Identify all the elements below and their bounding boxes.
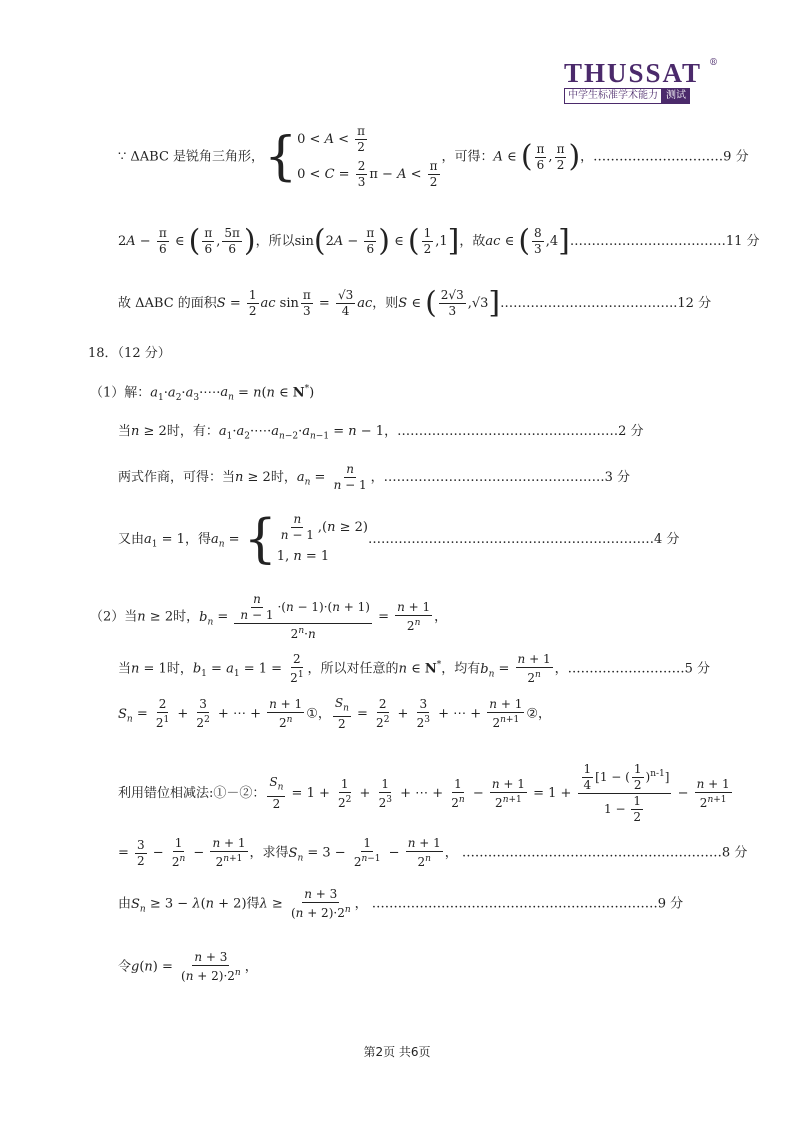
line-lambda: 由$S_n \ge 3 - \lambda(n + 2)$得λ ≥ $\frac{n + 3}{(n + 2)\cdot 2^n}$ ， …………………………………………………………9 分 xyxy=(118,887,684,920)
text: ①， xyxy=(306,706,331,722)
text: ，所以 xyxy=(255,234,295,249)
text: 令 xyxy=(118,959,132,975)
text: ，均有 xyxy=(441,661,481,677)
text: 时，有： xyxy=(166,424,219,439)
line-sn: $S_n$ = $\frac{2}{2^1}$ + $\frac{3}{2^2}$ + ⋯ + $\frac{n + 1}{2^n}$ ①， $\frac{S_n}{2}$ = $\frac{2}{2^2}$ + $\frac{3}{2^3}$ + ⋯ + $\frac{n + 1}{2^{n+1}}$ ②， xyxy=(118,696,552,732)
line-n2: 当n ≥ 2时，有：$a_1\cdot a_2\cdot\cdots\cdot a_{n-2}\cdot a_{n-1} = n - 1$，……………………………………………2 分 xyxy=(118,424,644,442)
dots: ，……………………………………………2 分 xyxy=(384,424,644,439)
text: 由 xyxy=(118,896,132,912)
logo-word: THUSSAT xyxy=(564,58,703,88)
logo-tagline-b: 测试 xyxy=(662,88,690,104)
line-gn: 令g(n) = $\frac{n + 3}{(n + 2)\cdot 2^n}$ ， xyxy=(118,950,258,983)
text: 时， xyxy=(166,661,193,677)
dots: ， ……………………………………………………8 分 xyxy=(444,845,748,861)
text: 利用错位相减法:①－②： xyxy=(118,786,266,801)
dots: ，……………………………………………3 分 xyxy=(370,470,631,485)
text: 时， xyxy=(173,609,200,625)
dots: ， …………………………………………………………9 分 xyxy=(354,896,684,912)
text: 时， xyxy=(270,470,297,485)
text: （1）解： xyxy=(90,385,151,401)
text: ，得 xyxy=(184,532,211,547)
line-part1: （1）解：$a_1\cdot a_2\cdot a_3\cdot\cdots\cdot a_n = n(n$ ∈ N*) xyxy=(90,384,315,403)
text: ，可得： xyxy=(441,149,494,165)
line-subtract: 利用错位相减法:①－②： $\frac{S_n}{2}$ = 1 + $\frac{1}{2^2}$ + $\frac{1}{2^3}$ + ⋯ + $\frac{1}{2^n}$ − $\frac{n + 1}{2^{n+1}}$ = 1 + $\frac{1}{4}$ [1 − ( $\frac{1}{2}$ )$^{n-1}$] 1 − $\frac{1}{2}$ − $\frac{n + 1}{2^{n+1}}$ xyxy=(118,762,730,824)
line-range: 2A − $\frac{\pi}{6}$ ∈ ( $\frac{\pi}{6}$ , $\frac{5\pi}{6}$ )，所以sin(2A − $\frac{\pi}{6}$ ) ∈ ( $\frac{1}{2}$ ,1]，故ac ∈ ( $\frac{8}{3}$ ,4]………………………………11 分 xyxy=(118,223,760,259)
text: （2）当 xyxy=(90,609,138,625)
dots: …………………………………………………………4 分 xyxy=(367,532,680,547)
line-result: = $\frac{3}{2}$ − $\frac{1}{2^n}$ − $\frac{n + 1}{2^{n+1}}$ ，求得$S_n = 3$ − $\frac{1}{2^{n-1}}$ − $\frac{n + 1}{2^n}$ ， ……………………………………………………8 分 xyxy=(118,836,748,869)
text: ， xyxy=(434,609,448,625)
logo-tagline xyxy=(564,88,714,104)
logo-reg: ® xyxy=(709,58,718,68)
dots: ………………………………11 分 xyxy=(569,234,760,249)
brace: { xyxy=(264,127,298,187)
line-bn: （2）当n ≥ 2时，$b_n$ = $\frac{n}{n - 1}$ ·(n − 1)·(n + 1) $2^n\cdot n$ = $\frac{n + 1}{2^n}$ ， xyxy=(90,592,448,641)
line-n1: 当n = 1时，$b_1 = a_1 = 1$ = $\frac{2}{2^1}$ ，所以对任意的n ∈ N*，均有$b_n$ = $\frac{n + 1}{2^n}$ ，………………………5 分 xyxy=(118,652,710,685)
logo-tagline-a: 中学生标准学术能力 xyxy=(564,88,662,104)
text: ，求得 xyxy=(249,845,289,861)
page-footer: 第2页 共6页 xyxy=(363,1045,431,1059)
line-an: 又由$a_1 = 1$，得$a_n$ = { $\frac{n}{n - 1}$ ,(n ≥ 2) 1, n = 1 …………………………………………………………4 分 xyxy=(118,509,680,570)
text: ， xyxy=(244,959,258,975)
text: 得 xyxy=(246,896,260,912)
text: ，所以对任意的 xyxy=(307,661,399,677)
line-quotient: 两式作商，可得：当n ≥ 2时，$a_n$ = $\frac{n}{n - 1}$ ，……………………………………………3 分 xyxy=(118,462,631,492)
text: 又由 xyxy=(118,532,145,547)
text: ，故 xyxy=(459,234,486,249)
text: 两式作商，可得：当 xyxy=(118,470,236,485)
system: 0 < A < $\frac{\pi}{2}$ 0 < C = $\frac{2}{3}$ π − A < $\frac{\pi}{2}$ xyxy=(297,124,438,189)
text: 当 xyxy=(118,661,132,677)
text: 当 xyxy=(118,424,132,439)
text: ∵ ΔABC 是锐角三角形， xyxy=(118,149,265,165)
line-area: 故 ΔABC 的面积S = $\frac{1}{2}$ ac sin $\frac{\pi}{3}$ = $\frac{√3}{4}$ ac，则S ∈ ( $\frac{2√3}{3}$ ,√3]…………………………………..12 分 xyxy=(118,285,712,321)
text: ，则 xyxy=(372,296,399,311)
dots: …………………………………..12 分 xyxy=(500,296,712,311)
logo xyxy=(564,58,718,104)
line-acute-triangle: ∵ ΔABC 是锐角三角形，{ 0 < A < $\frac{\pi}{2}$ 0 < C = $\frac{2}{3}$ π − A < $\frac{\pi}{2}$ ，可得：A ∈ ( $\frac{\pi}{6}$ , $\frac{\pi}{2}$ )，…………………………9 分 xyxy=(118,124,749,189)
problem-header: 18．（12 分） xyxy=(88,346,171,361)
text: 故 ΔABC 的面积 xyxy=(118,296,217,311)
brace: { xyxy=(243,509,277,570)
dots: ，………………………5 分 xyxy=(554,661,710,677)
text: ②， xyxy=(526,706,552,722)
dots: ，…………………………9 分 xyxy=(580,149,749,165)
